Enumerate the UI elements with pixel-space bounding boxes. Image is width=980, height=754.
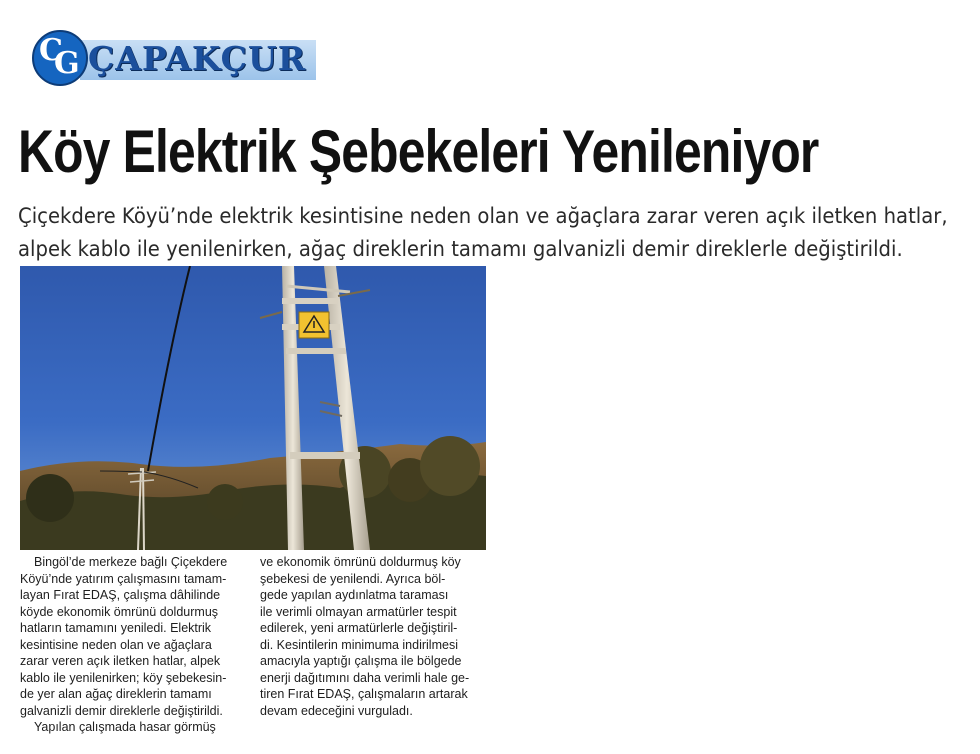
deck-line: alpek kablo ile yenilenirken, ağaç direklerin tamamı galvanizli demir direklerle değiştirildi. bbox=[18, 237, 903, 261]
deck-line: Çiçekdere Köyü’nde elektrik kesintisine neden olan ve ağaçlara zarar veren açık iletken hatlar, bbox=[18, 204, 948, 228]
body-line: şebekesi de yenilendi. Ayrıca böl- bbox=[260, 571, 446, 586]
logo-name: ÇAPAKÇUR bbox=[88, 39, 307, 78]
body-line: layan Fırat EDAŞ, çalışma dâhilinde bbox=[20, 588, 221, 602]
body-line: ile verimli olmayan armatürler tespit bbox=[260, 604, 457, 619]
body-line: tiren Fırat EDAŞ, çalışmaların artarak bbox=[260, 687, 468, 701]
body-line: Bingöl’de merkeze bağlı Çiçekdere bbox=[34, 555, 228, 569]
body-line: köyde ekonomik ömrünü doldurmuş bbox=[20, 604, 219, 619]
body-line: kablo ile yenilenirken; köy şebekesin- bbox=[20, 670, 227, 685]
body-line: kesintisine neden olan ve ağaçlara bbox=[20, 637, 212, 652]
logo-monogram-g: G bbox=[54, 46, 80, 81]
tree bbox=[420, 436, 480, 496]
body-line: di. Kesintilerin minimuma indirilmesi bbox=[260, 637, 458, 652]
body-line: de yer alan ağaç direklerin tamamı bbox=[20, 687, 212, 701]
logo-monogram bbox=[32, 30, 88, 86]
body-line: galvanizli demir direklerle değiştirildi. bbox=[20, 703, 223, 718]
publication-logo bbox=[32, 30, 316, 88]
body-column-1 bbox=[20, 554, 245, 736]
logo-monogram-c: C bbox=[39, 33, 63, 68]
article-deck bbox=[18, 200, 978, 266]
body-line: hatların tamamını yeniledi. Elektrik bbox=[20, 621, 212, 635]
body-line: ve ekonomik ömrünü doldurmuş köy bbox=[260, 555, 461, 569]
body-line: devam edeceğini vurguladı. bbox=[260, 703, 413, 718]
article-photo bbox=[20, 266, 486, 550]
body-column-2 bbox=[260, 554, 486, 719]
body-line: amacıyla yaptığı çalışma ile bölgede bbox=[260, 654, 462, 668]
tree bbox=[207, 484, 243, 520]
body-line: zarar veren açık iletken hatlar, alpek bbox=[20, 654, 221, 668]
body-line: enerji dağıtımını daha verimli hale ge- bbox=[260, 670, 470, 685]
body-line: gede yapılan aydınlatma taraması bbox=[260, 588, 449, 602]
body-line: edilerek, yeni armatürlerle değiştiril- bbox=[260, 621, 458, 635]
body-line: Yapılan çalışmada hasar görmüş bbox=[34, 720, 216, 734]
tree bbox=[26, 474, 74, 522]
article-headline: Köy Elektrik Şebekeleri Yenileniyor bbox=[18, 118, 819, 185]
body-line: Köyü’nde yatırım çalışmasını tamam- bbox=[20, 571, 227, 586]
warning-sign-icon bbox=[299, 312, 329, 338]
